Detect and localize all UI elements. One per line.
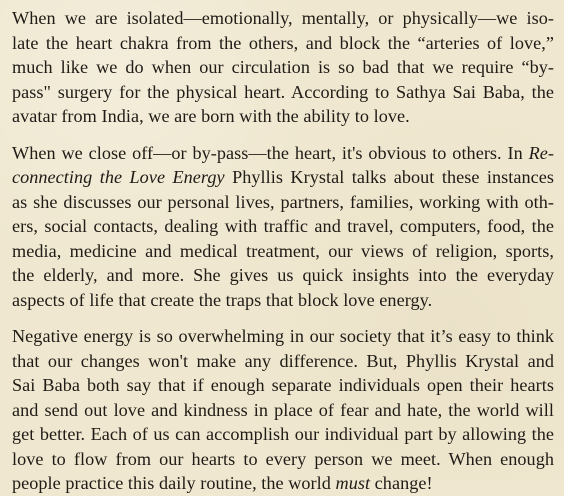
paragraph-1-line-4: pass" surgery for the physical heart. According to Sathya Sai Baba, the [12,81,554,102]
paragraph-3-line-2: that our changes won't make any difference. But, Phyllis Krystal and [12,350,554,371]
paragraph-2-line-1-italic: Re- [528,142,554,163]
paragraph-3-line-3: Sai Baba both say that if enough separate individuals open their hearts [12,375,554,395]
paragraph-2 [12,141,554,313]
paragraph-2-line-3: as she discusses our personal lives, partners, families, working with oth- [12,191,554,212]
paragraph-1 [12,6,554,129]
paragraph-3-line-5: get better. Each of us can accomplish our individual part by allowing the [12,424,554,444]
paragraph-2-line-7: aspects of life that create the traps that block love energy. [12,289,433,310]
paragraph-3 [12,324,554,496]
paragraph-3-line-4: and send out love and kindness in place of fear and hate, the world will [12,399,554,420]
paragraph-2-line-1 [12,141,554,166]
paragraph-2-line-2-text: Phyllis Krystal talks about these instances [224,167,554,187]
paragraph-1-line-3: much like we do when our circulation is so bad that we require “by- [12,57,554,77]
paragraph-1-line-5: avatar from India, we are born with the ability to love. [12,106,410,126]
paragraph-3-line-6: love to flow from our hearts to every person we meet. When enough [12,448,554,469]
paragraph-3-line-1: Negative energy is so overwhelming in our society that it’s easy to think [12,326,554,346]
paragraph-2-line-1-text: When we close off—or by-pass—the heart, it's obvious to others. In [12,142,529,163]
paragraph-3-line-7-text: people practice this daily routine, the world [12,473,336,493]
paragraph-1-line-2: late the heart chakra from the others, and block the “arteries of love,” [12,32,554,53]
paragraph-3-line-7 [12,471,554,496]
paragraph-2-line-4: ers, social contacts, dealing with traffic and travel, computers, food, the [12,216,554,236]
paragraph-1-line-1: When we are isolated—emotionally, mentally, or physically—we iso- [12,8,554,28]
paragraph-2-line-2 [12,165,554,190]
paragraph-2-book-title: connecting the Love Energy [12,167,225,187]
paragraph-2-line-6: the elderly, and more. She gives us quick insights into the everyday [12,265,554,285]
paragraph-3-emphasis: must [335,473,371,493]
paragraph-2-line-5: media, medicine and medical treatment, our views of religion, sports, [12,240,554,261]
paragraph-3-line-7-end: change! [370,473,433,493]
